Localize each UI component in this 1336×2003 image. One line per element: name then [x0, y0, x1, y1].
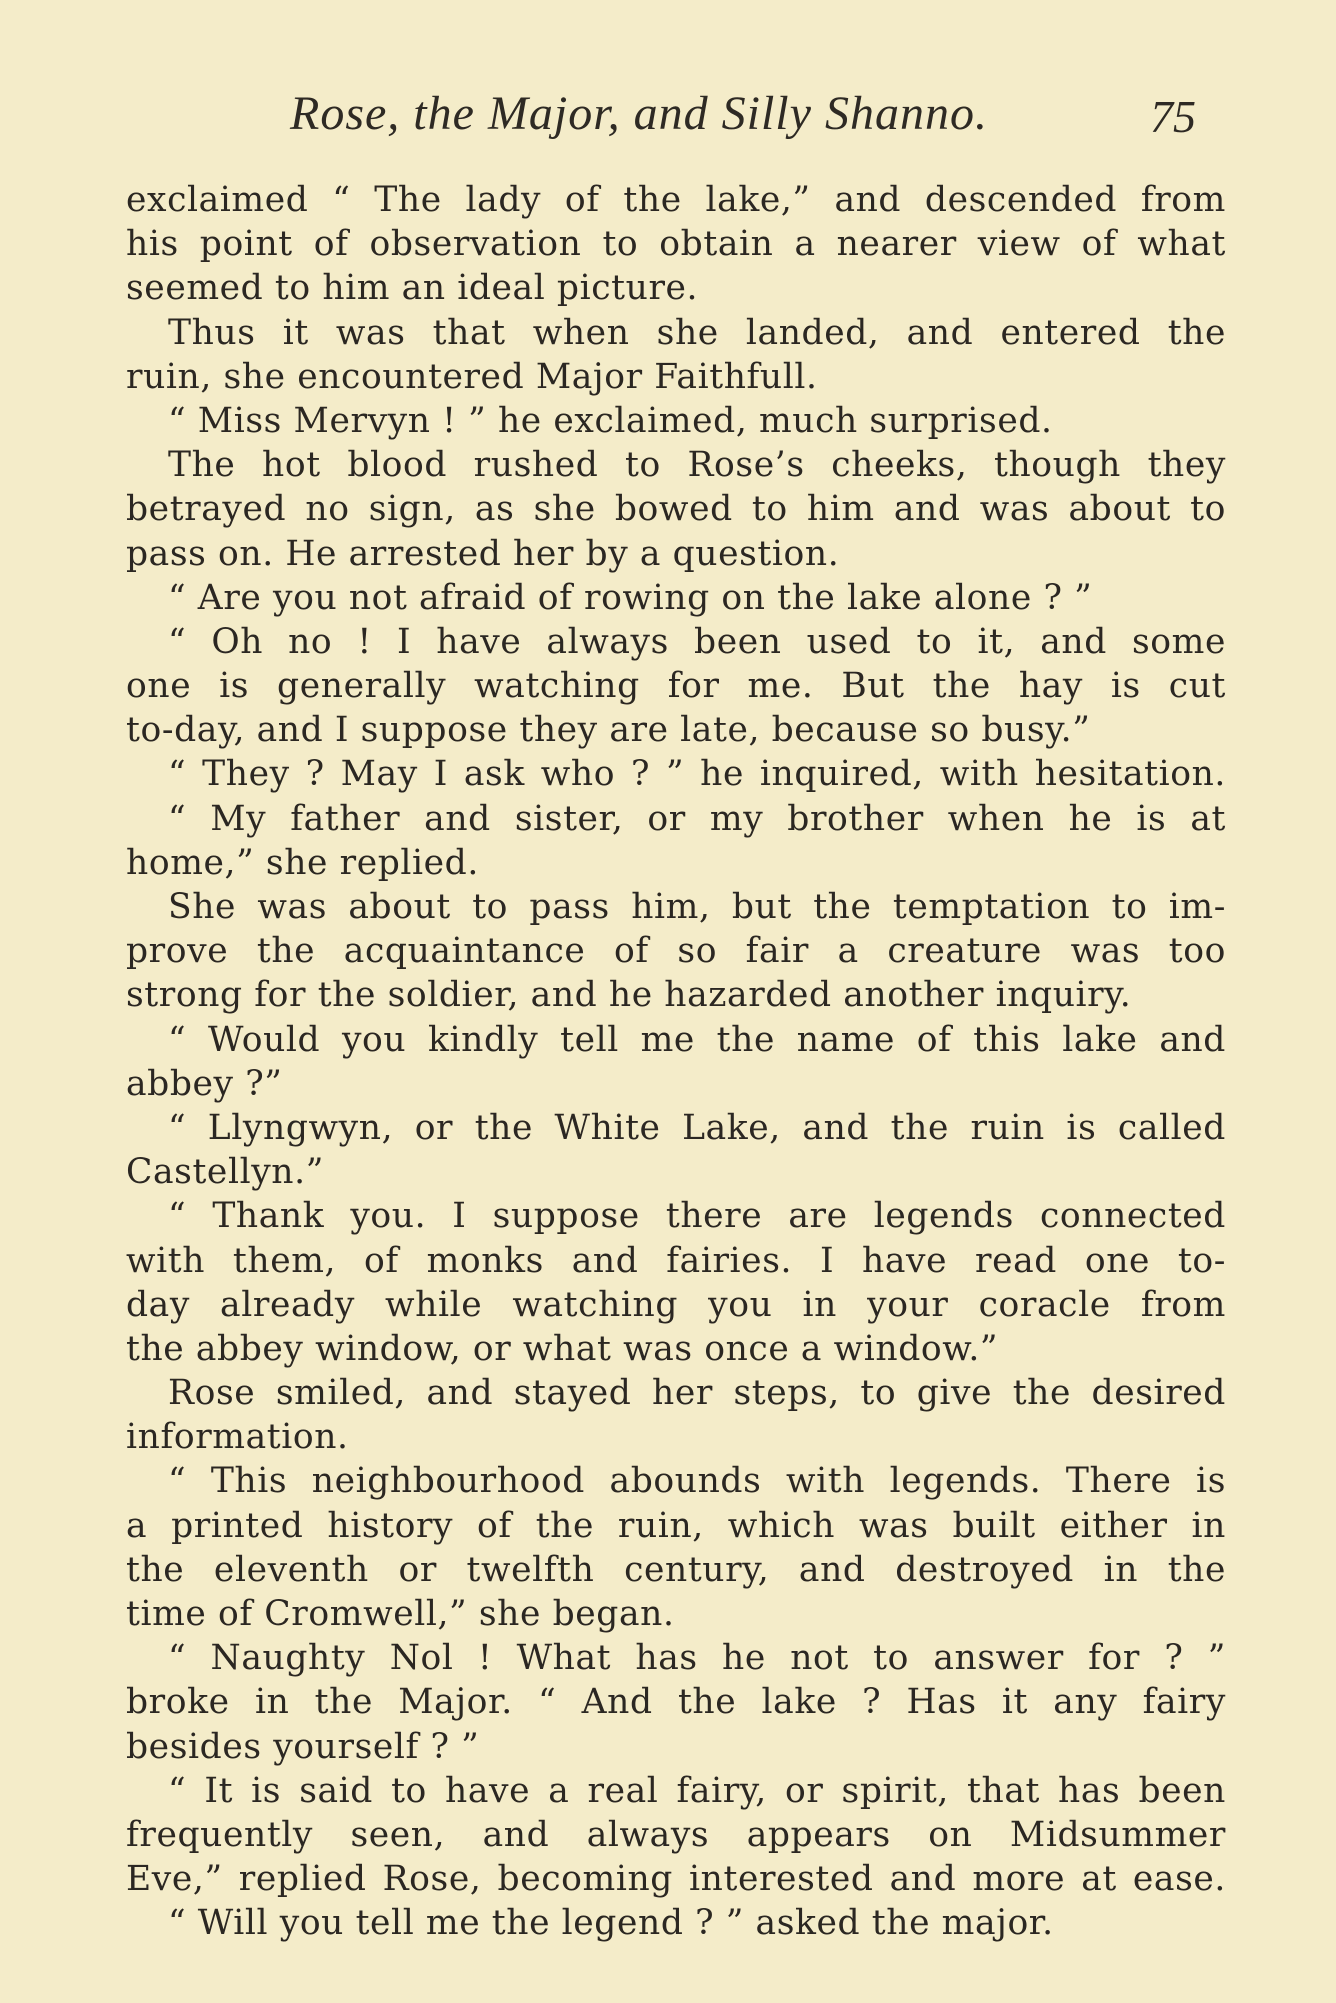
text-line: “ Would you kindly tell me the name of this lake and — [168, 1019, 1226, 1060]
text-line: his point of observation to obtain a nearer view of what — [126, 224, 1226, 265]
text-line: “ This neighbourhood abounds with legends. There is — [168, 1461, 1226, 1502]
page-number: 75 — [1150, 91, 1196, 142]
text-line: “ Oh no ! I have always been used to it, and some — [168, 621, 1226, 662]
text-line: one is generally watching for me. But the hay is cut — [126, 666, 1226, 707]
text-line: “ Are you not afraid of rowing on the lake alone ? ” — [168, 577, 1093, 618]
text-line: She was about to pass him, but the temptation to im- — [168, 887, 1226, 927]
text-line: “ They ? May I ask who ? ” he inquired, with hesitation. — [168, 754, 1226, 795]
text-line: pass on. He arrested her by a question. — [126, 533, 840, 574]
text-line: Rose smiled, and stayed her steps, to give the desired — [168, 1373, 1226, 1414]
text-line: betrayed no sign, as she bowed to him and was about to — [126, 489, 1226, 530]
text-line: “ Naughty Nol ! What has he not to answer for ? ” — [168, 1638, 1226, 1679]
body-text — [126, 178, 1226, 1946]
text-line: “ Thank you. I suppose there are legends connected — [168, 1196, 1226, 1237]
text-line: “ Miss Mervyn ! ” he exclaimed, much surprised. — [168, 400, 1053, 441]
text-line: with them, of monks and fairies. I have read one to- — [126, 1240, 1226, 1281]
text-line: information. — [126, 1417, 349, 1458]
running-head — [0, 86, 1336, 146]
text-line: besides yourself ? ” — [126, 1726, 480, 1767]
text-line: Castellyn.” — [126, 1152, 324, 1193]
text-line: abbey ?” — [126, 1063, 283, 1104]
text-line: exclaimed “ The lady of the lake,” and descended from — [126, 180, 1226, 220]
text-line: The hot blood rushed to Rose’s cheeks, though they — [168, 445, 1226, 486]
text-line: to-day, and I suppose they are late, because so busy.” — [126, 710, 1091, 751]
text-line: frequently seen, and always appears on Midsummer — [126, 1814, 1226, 1855]
text-line: ruin, she encountered Major Faithfull. — [126, 356, 818, 397]
text-line: day already while watching you in your coracle from — [126, 1284, 1226, 1325]
text-line: home,” she replied. — [126, 842, 479, 883]
text-line: “ My father and sister, or my brother when he is at — [168, 798, 1226, 839]
text-line: “ Will you tell me the legend ? ” asked the major. — [168, 1903, 1054, 1944]
text-line: seemed to him an ideal picture. — [126, 268, 699, 309]
text-line: broke in the Major. “ And the lake ? Has it any fairy — [126, 1682, 1226, 1723]
text-line: Eve,” replied Rose, becoming interested and more at ease. — [126, 1859, 1226, 1900]
text-line: time of Cromwell,” she began. — [126, 1594, 675, 1634]
text-line: “ Llyngwyn, or the White Lake, and the ruin is called — [168, 1107, 1226, 1148]
text-line: prove the acquaintance of so fair a creature was too — [126, 931, 1226, 972]
text-line: the abbey window, or what was once a window.” — [126, 1328, 999, 1369]
text-line: the eleventh or twelfth century, and destroyed in the — [126, 1549, 1226, 1590]
text-line: strong for the soldier, and he hazarded another inquiry. — [126, 975, 1132, 1016]
text-line: Thus it was that when she landed, and entered the — [168, 312, 1226, 353]
text-line: a printed history of the ruin, which was built either in — [126, 1505, 1226, 1546]
running-head-title: Rose, the Major, and Silly Shanno. — [290, 87, 988, 140]
text-line: “ It is said to have a real fairy, or spirit, that has been — [168, 1770, 1226, 1811]
